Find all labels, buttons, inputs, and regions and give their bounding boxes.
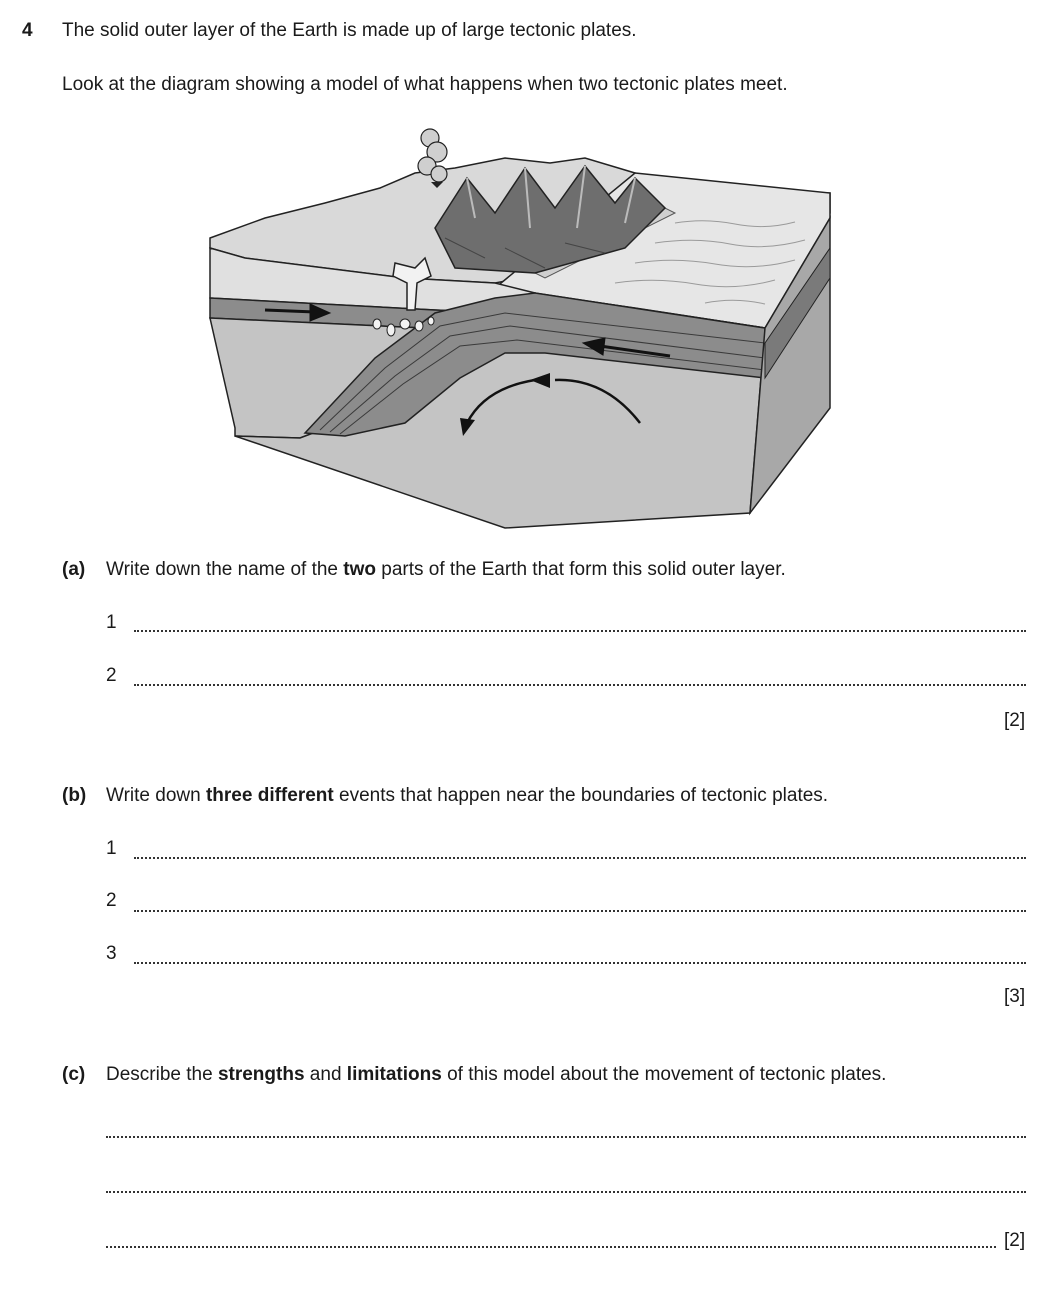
part-b-prompt: Write down three different events that happen near the boundaries of tectonic plates.: [106, 785, 829, 806]
part-b-answer-line-3[interactable]: [134, 962, 1026, 964]
part-c-prompt: Describe the strengths and limitations of this model about the movement of tectonic plates.: [106, 1064, 887, 1085]
part-b-answer-line-1[interactable]: [134, 857, 1026, 859]
volcano-plume: [418, 129, 447, 182]
part-c-answer-line-2[interactable]: [106, 1191, 1026, 1193]
part-c-label: (c): [62, 1064, 86, 1085]
question-intro: The solid outer layer of the Earth is made up of large tectonic plates.: [62, 20, 637, 41]
part-b-line-number-3: 3: [106, 943, 117, 964]
part-c-answer-line-3[interactable]: [106, 1246, 996, 1248]
part-b-label: (b): [62, 785, 87, 806]
part-a-answer-line-2[interactable]: [134, 684, 1026, 686]
part-b-marks: [3]: [1004, 986, 1026, 1007]
part-a-answer-line-1[interactable]: [134, 630, 1026, 632]
part-b-answer-line-2[interactable]: [134, 910, 1026, 912]
part-a-label: (a): [62, 559, 86, 580]
part-b-line-number-1: 1: [106, 838, 117, 859]
part-c-answer-line-1[interactable]: [106, 1136, 1026, 1138]
question-instruction: Look at the diagram showing a model of what happens when two tectonic plates meet.: [62, 74, 788, 95]
part-b-line-number-2: 2: [106, 890, 117, 911]
question-number: 4: [22, 20, 33, 41]
tectonic-plates-diagram: [205, 118, 840, 530]
part-a-prompt: Write down the name of the two parts of the Earth that form this solid outer layer.: [106, 559, 786, 580]
part-a-line-number-2: 2: [106, 665, 117, 686]
part-c-marks: [2]: [1004, 1230, 1026, 1251]
part-a-line-number-1: 1: [106, 612, 117, 633]
part-a-marks: [2]: [1004, 710, 1026, 731]
